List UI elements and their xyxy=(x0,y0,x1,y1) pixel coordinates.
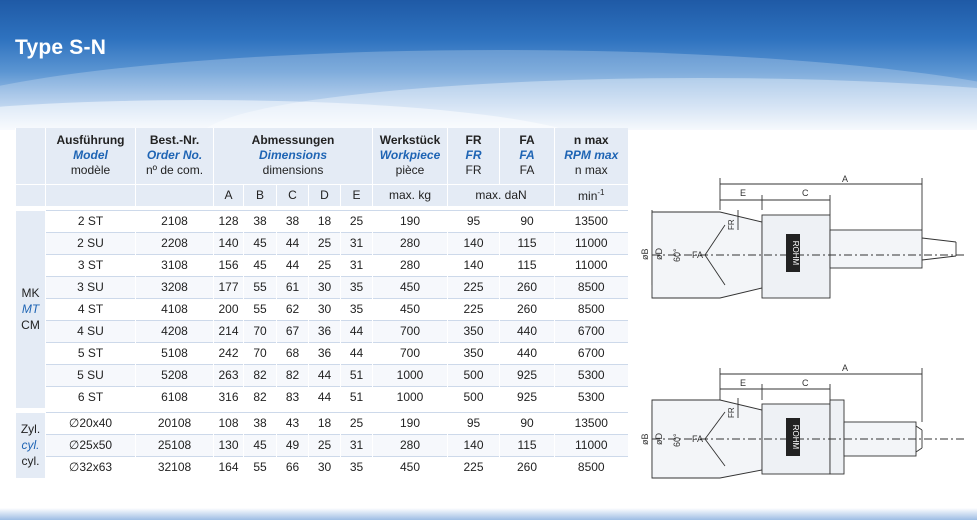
cell-kg: 700 xyxy=(373,320,448,342)
table-row xyxy=(16,232,628,254)
dim-header-e: E xyxy=(341,184,373,206)
cell-order: 25108 xyxy=(136,434,214,456)
dim-label-e: E xyxy=(740,188,747,198)
cell-fr: 500 xyxy=(448,364,500,386)
cell-fa: 115 xyxy=(500,232,555,254)
cell-e: 44 xyxy=(341,320,373,342)
cell-c: 61 xyxy=(277,276,309,298)
table-row xyxy=(16,364,628,386)
cell-order: 2108 xyxy=(136,210,214,232)
dim-label-db: øB xyxy=(640,248,650,260)
cell-e: 44 xyxy=(341,342,373,364)
group-label: MK MT CM xyxy=(16,210,46,408)
cell-model: 2 SU xyxy=(46,232,136,254)
cell-kg: 1000 xyxy=(373,364,448,386)
cell-e: 31 xyxy=(341,232,373,254)
force-label-fa: FA xyxy=(692,250,704,260)
cell-model: ∅32x63 xyxy=(46,456,136,478)
unit-dan: max. daN xyxy=(448,184,555,206)
cell-d: 36 xyxy=(309,320,341,342)
cell-b: 82 xyxy=(244,386,277,408)
group-label: Zyl. cyl. cyl. xyxy=(16,412,46,478)
cell-rpm: 5300 xyxy=(555,386,628,408)
cell-d: 25 xyxy=(309,232,341,254)
cell-a: 316 xyxy=(214,386,244,408)
dim-label-a: A xyxy=(842,174,849,184)
dim-label-c: C xyxy=(802,378,809,388)
table-row xyxy=(16,412,628,434)
cell-fr: 225 xyxy=(448,276,500,298)
cell-a: 263 xyxy=(214,364,244,386)
cell-kg: 280 xyxy=(373,434,448,456)
brand-text: ROHM xyxy=(791,240,800,266)
col-header-rpm: n max RPM max n max xyxy=(555,128,628,184)
cell-fa: 925 xyxy=(500,386,555,408)
dim-header-b: B xyxy=(244,184,277,206)
cell-a: 164 xyxy=(214,456,244,478)
cell-b: 55 xyxy=(244,276,277,298)
cell-a: 200 xyxy=(214,298,244,320)
cell-b: 38 xyxy=(244,412,277,434)
cell-fa: 115 xyxy=(500,254,555,276)
table-row xyxy=(16,456,628,478)
cell-b: 82 xyxy=(244,364,277,386)
cell-b: 55 xyxy=(244,456,277,478)
cell-kg: 1000 xyxy=(373,386,448,408)
cell-rpm: 11000 xyxy=(555,434,628,456)
cell-rpm: 6700 xyxy=(555,320,628,342)
table-row xyxy=(16,342,628,364)
cell-kg: 450 xyxy=(373,456,448,478)
table-subheader-row xyxy=(16,184,628,206)
dim-label-c: C xyxy=(802,188,809,198)
cell-b: 70 xyxy=(244,320,277,342)
cell-d: 44 xyxy=(309,364,341,386)
cell-c: 83 xyxy=(277,386,309,408)
cell-c: 82 xyxy=(277,364,309,386)
cell-rpm: 8500 xyxy=(555,276,628,298)
cell-model: 4 SU xyxy=(46,320,136,342)
drawing-mk xyxy=(652,178,965,298)
cell-c: 49 xyxy=(277,434,309,456)
table-row xyxy=(16,276,628,298)
col-header-dimensions: Abmessungen Dimensions dimensions xyxy=(214,128,373,184)
cell-fa: 260 xyxy=(500,298,555,320)
cell-fa: 115 xyxy=(500,434,555,456)
cell-model: 5 SU xyxy=(46,364,136,386)
cell-d: 30 xyxy=(309,276,341,298)
cell-fa: 260 xyxy=(500,276,555,298)
cell-model: 6 ST xyxy=(46,386,136,408)
cell-model: 4 ST xyxy=(46,298,136,320)
cell-b: 45 xyxy=(244,254,277,276)
cell-fa: 90 xyxy=(500,412,555,434)
cell-fr: 95 xyxy=(448,412,500,434)
cell-e: 31 xyxy=(341,434,373,456)
cell-order: 6108 xyxy=(136,386,214,408)
angle-label: 60° xyxy=(672,248,682,262)
cell-fr: 225 xyxy=(448,456,500,478)
cell-model: ∅20x40 xyxy=(46,412,136,434)
cell-d: 25 xyxy=(309,434,341,456)
cell-b: 70 xyxy=(244,342,277,364)
cell-b: 45 xyxy=(244,434,277,456)
drawing-zyl xyxy=(652,368,965,478)
table-row xyxy=(16,320,628,342)
cell-fr: 225 xyxy=(448,298,500,320)
technical-drawing xyxy=(640,160,970,480)
cell-e: 25 xyxy=(341,412,373,434)
cell-fr: 95 xyxy=(448,210,500,232)
cell-a: 108 xyxy=(214,412,244,434)
header-banner xyxy=(0,0,977,130)
cell-b: 38 xyxy=(244,210,277,232)
cell-kg: 190 xyxy=(373,210,448,232)
dim-label-a: A xyxy=(842,363,849,373)
cell-a: 130 xyxy=(214,434,244,456)
dim-label-dd: øD xyxy=(654,433,664,445)
force-label-fr: FR xyxy=(727,219,736,230)
cell-kg: 450 xyxy=(373,276,448,298)
spec-table xyxy=(15,128,628,478)
table-row xyxy=(16,298,628,320)
cell-d: 18 xyxy=(309,210,341,232)
cell-rpm: 8500 xyxy=(555,298,628,320)
cell-model: 5 ST xyxy=(46,342,136,364)
cell-order: 3108 xyxy=(136,254,214,276)
cell-rpm: 11000 xyxy=(555,254,628,276)
col-header-workpiece: Werkstück Workpiece pièce xyxy=(373,128,448,184)
cell-model: 3 ST xyxy=(46,254,136,276)
cell-fa: 440 xyxy=(500,320,555,342)
brand-text: ROHM xyxy=(791,424,800,450)
cell-rpm: 13500 xyxy=(555,210,628,232)
cell-e: 35 xyxy=(341,276,373,298)
cell-c: 68 xyxy=(277,342,309,364)
cell-order: 5208 xyxy=(136,364,214,386)
cell-d: 36 xyxy=(309,342,341,364)
cell-e: 35 xyxy=(341,456,373,478)
cell-e: 51 xyxy=(341,386,373,408)
cell-a: 214 xyxy=(214,320,244,342)
col-header-fa: FA FA FA xyxy=(500,128,555,184)
dim-label-dd: øD xyxy=(654,248,664,260)
cell-b: 45 xyxy=(244,232,277,254)
cell-rpm: 11000 xyxy=(555,232,628,254)
cell-fa: 925 xyxy=(500,364,555,386)
cell-a: 177 xyxy=(214,276,244,298)
cell-fa: 440 xyxy=(500,342,555,364)
table-row xyxy=(16,210,628,232)
cell-e: 51 xyxy=(341,364,373,386)
cell-rpm: 6700 xyxy=(555,342,628,364)
dim-label-e: E xyxy=(740,378,747,388)
cell-c: 66 xyxy=(277,456,309,478)
cell-d: 25 xyxy=(309,254,341,276)
dim-header-a: A xyxy=(214,184,244,206)
cell-e: 31 xyxy=(341,254,373,276)
cell-c: 44 xyxy=(277,254,309,276)
cell-model: 3 SU xyxy=(46,276,136,298)
dim-header-d: D xyxy=(309,184,341,206)
cell-fr: 500 xyxy=(448,386,500,408)
cell-fa: 260 xyxy=(500,456,555,478)
table-row xyxy=(16,386,628,408)
cell-a: 156 xyxy=(214,254,244,276)
force-label-fr: FR xyxy=(727,407,736,418)
cell-order: 3208 xyxy=(136,276,214,298)
cell-b: 55 xyxy=(244,298,277,320)
force-label-fa: FA xyxy=(692,434,704,444)
cell-kg: 190 xyxy=(373,412,448,434)
cell-fr: 350 xyxy=(448,320,500,342)
footer-bar xyxy=(0,508,977,520)
cell-a: 140 xyxy=(214,232,244,254)
cell-c: 43 xyxy=(277,412,309,434)
cell-a: 242 xyxy=(214,342,244,364)
cell-order: 20108 xyxy=(136,412,214,434)
cell-model: ∅25x50 xyxy=(46,434,136,456)
col-header-model: Ausführung Model modèle xyxy=(46,128,136,184)
page-title: Type S-N xyxy=(15,36,107,59)
table-row xyxy=(16,434,628,456)
cell-e: 35 xyxy=(341,298,373,320)
cell-d: 44 xyxy=(309,386,341,408)
cell-rpm: 5300 xyxy=(555,364,628,386)
cell-c: 44 xyxy=(277,232,309,254)
dim-label-db: øB xyxy=(640,433,650,445)
cell-order: 32108 xyxy=(136,456,214,478)
cell-kg: 280 xyxy=(373,254,448,276)
cell-d: 18 xyxy=(309,412,341,434)
cell-e: 25 xyxy=(341,210,373,232)
cell-fa: 90 xyxy=(500,210,555,232)
cell-d: 30 xyxy=(309,456,341,478)
cell-order: 5108 xyxy=(136,342,214,364)
cell-c: 67 xyxy=(277,320,309,342)
unit-kg: max. kg xyxy=(373,184,448,206)
cell-rpm: 13500 xyxy=(555,412,628,434)
angle-label: 60° xyxy=(672,433,682,447)
cell-a: 128 xyxy=(214,210,244,232)
cell-fr: 140 xyxy=(448,254,500,276)
cell-model: 2 ST xyxy=(46,210,136,232)
cell-fr: 350 xyxy=(448,342,500,364)
cell-fr: 140 xyxy=(448,232,500,254)
cell-d: 30 xyxy=(309,298,341,320)
cell-rpm: 8500 xyxy=(555,456,628,478)
col-header-fr: FR FR FR xyxy=(448,128,500,184)
cell-order: 4108 xyxy=(136,298,214,320)
cell-order: 4208 xyxy=(136,320,214,342)
dim-header-c: C xyxy=(277,184,309,206)
unit-rpm: $\min^{-1}$ xyxy=(555,184,628,206)
cell-c: 62 xyxy=(277,298,309,320)
cell-kg: 700 xyxy=(373,342,448,364)
table-row xyxy=(16,254,628,276)
cell-order: 2208 xyxy=(136,232,214,254)
cell-c: 38 xyxy=(277,210,309,232)
table-header-row xyxy=(16,128,628,184)
cell-fr: 140 xyxy=(448,434,500,456)
cell-kg: 280 xyxy=(373,232,448,254)
cell-kg: 450 xyxy=(373,298,448,320)
col-header-order: Best.-Nr. Order No. nº de com. xyxy=(136,128,214,184)
